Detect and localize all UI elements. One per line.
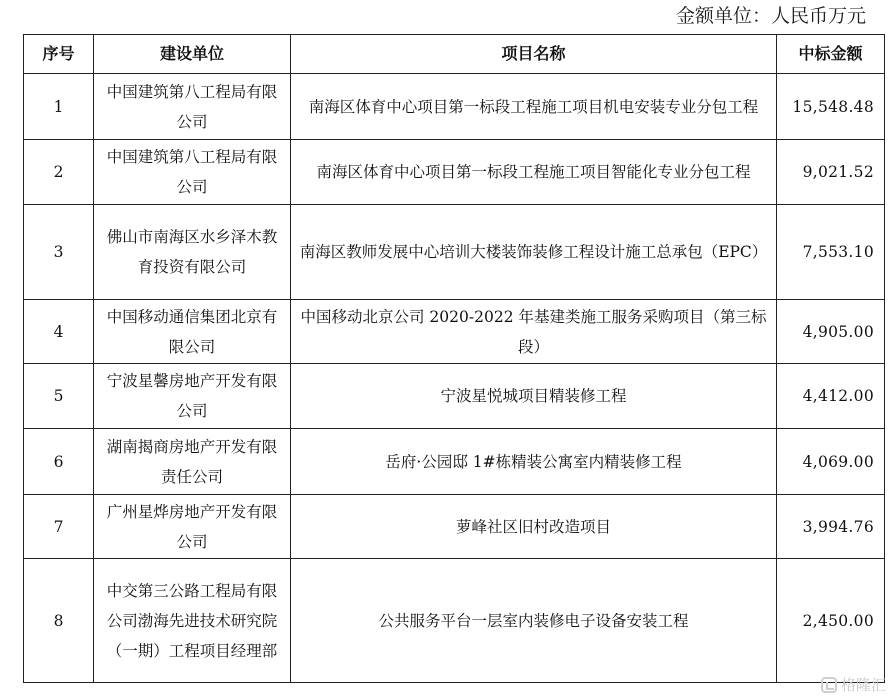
header-amount: 中标金额 (777, 35, 885, 74)
row-builder: 中交第三公路工程局有限公司渤海先进技术研究院（一期）工程项目经理部 (94, 559, 291, 683)
row-amount: 4,069.00 (777, 429, 885, 495)
table-header-row (24, 35, 885, 74)
row-amount: 15,548.48 (777, 74, 885, 140)
row-project: 岳府·公园邸 1#栋精装公寓室内精装修工程 (291, 429, 777, 495)
row-project: 南海区教师发展中心培训大楼装饰装修工程设计施工总承包（EPC） (291, 205, 777, 300)
contract-table (23, 34, 885, 683)
table-row (24, 140, 885, 205)
header-project: 项目名称 (291, 35, 777, 74)
header-seq: 序号 (24, 35, 94, 74)
table-row (24, 300, 885, 364)
table-row (24, 559, 885, 683)
row-seq: 2 (24, 140, 94, 205)
row-builder: 中国建筑第八工程局有限公司 (94, 140, 291, 205)
row-seq: 3 (24, 205, 94, 300)
row-seq: 1 (24, 74, 94, 140)
header-builder: 建设单位 (94, 35, 291, 74)
row-builder: 湖南揭商房地产开发有限责任公司 (94, 429, 291, 495)
row-project: 中国移动北京公司 2020-2022 年基建类施工服务采购项目（第三标段） (291, 300, 777, 364)
row-amount: 4,412.00 (777, 364, 885, 429)
row-amount: 3,994.76 (777, 495, 885, 559)
watermark-text: 格隆汇 (840, 676, 886, 694)
row-seq: 5 (24, 364, 94, 429)
row-builder: 中国移动通信集团北京有限公司 (94, 300, 291, 364)
row-seq: 4 (24, 300, 94, 364)
table-row (24, 429, 885, 495)
table-row (24, 364, 885, 429)
row-project: 宁波星悦城项目精装修工程 (291, 364, 777, 429)
row-amount: 7,553.10 (777, 205, 885, 300)
row-builder: 佛山市南海区水乡泽木教育投资有限公司 (94, 205, 291, 300)
row-project: 萝峰社区旧村改造项目 (291, 495, 777, 559)
row-seq: 7 (24, 495, 94, 559)
row-seq: 8 (24, 559, 94, 683)
row-amount: 9,021.52 (777, 140, 885, 205)
row-builder: 宁波星馨房地产开发有限公司 (94, 364, 291, 429)
watermark (821, 674, 886, 695)
row-project: 南海区体育中心项目第一标段工程施工项目智能化专业分包工程 (291, 140, 777, 205)
table-row (24, 495, 885, 559)
row-builder: 中国建筑第八工程局有限公司 (94, 74, 291, 140)
row-seq: 6 (24, 429, 94, 495)
row-amount: 4,905.00 (777, 300, 885, 364)
table-row (24, 74, 885, 140)
row-project: 南海区体育中心项目第一标段工程施工项目机电安装专业分包工程 (291, 74, 777, 140)
gelonghui-logo-icon (821, 677, 837, 693)
row-project: 公共服务平台一层室内装修电子设备安装工程 (291, 559, 777, 683)
row-amount: 2,450.00 (777, 559, 885, 683)
table-row (24, 205, 885, 300)
amount-unit-note: 金额单位：人民币万元 (675, 5, 866, 27)
row-builder: 广州星烨房地产开发有限公司 (94, 495, 291, 559)
